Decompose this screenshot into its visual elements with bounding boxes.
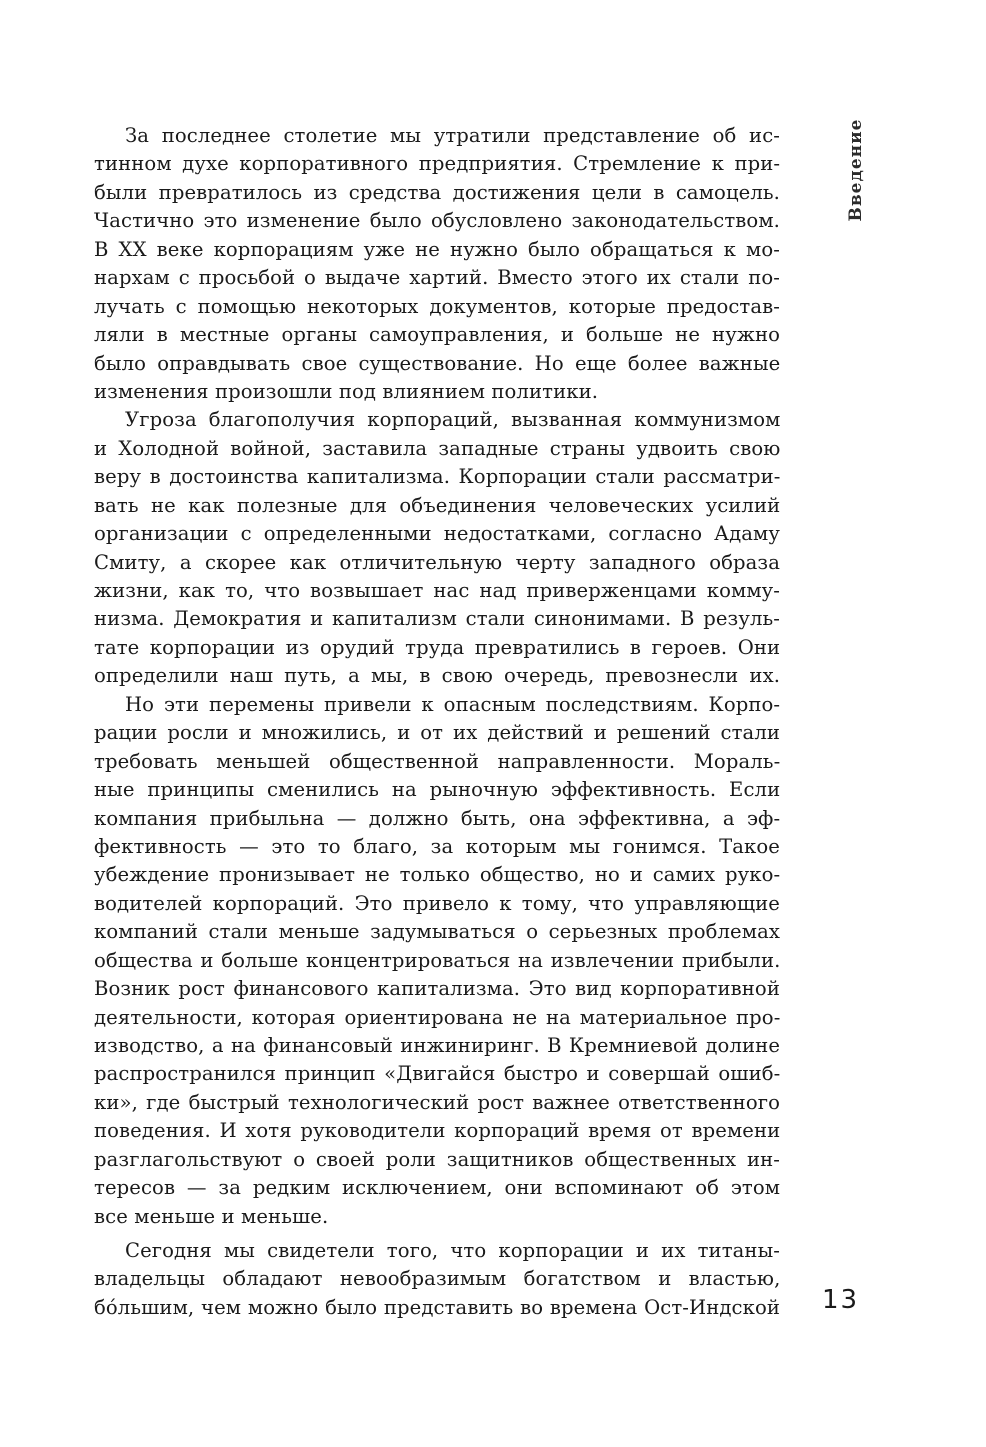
text-line: и Холодной войной, заставила западные страны удвоить свою xyxy=(94,436,781,460)
text-line: общества и больше концентрироваться на извлечении прибыли. xyxy=(94,948,781,972)
text-line: нархам с просьбой о выдаче хартий. Вместо этого их стали по- xyxy=(94,266,780,290)
text-line: вать не как полезные для объединения человеческих усилий xyxy=(94,493,781,517)
text-line: были превратилось из средства достижения цели в самоцель. xyxy=(94,180,780,204)
text-line: было оправдывать свое существование. Но еще более важные xyxy=(94,351,781,375)
text-line: определили наш путь, а мы, в свою очередь, превознесли их. xyxy=(94,664,781,688)
running-head-text: Введение xyxy=(846,118,866,222)
text-line: Смиту, а скорее как отличительную черту западного образа xyxy=(94,550,780,574)
text-line: деятельности, которая ориентирована не на материальное про- xyxy=(94,1005,781,1029)
text-line: низма. Демократия и капитализм стали синонимами. В резуль- xyxy=(94,607,780,631)
text-line: компания прибыльна — должно быть, она эффективна, а эф- xyxy=(94,806,781,830)
text-line: Частично это изменение было обусловлено законодательством. xyxy=(94,209,780,233)
text-line: требовать меньшей общественной направленности. Мораль- xyxy=(94,749,781,773)
text-line: тате корпорации из орудий труда превратились в героев. Они xyxy=(94,635,781,659)
text-line: жизни, как то, что возвышает нас над приверженцами комму- xyxy=(94,579,781,602)
text-line: разглагольствуют о своей роли защитников общественных ин- xyxy=(94,1147,780,1171)
text-line: Угроза благополучия корпораций, вызванная коммунизмом xyxy=(125,408,781,432)
text-line: фективность — это то благо, за которым мы гонимся. Такое xyxy=(94,834,780,858)
text-line: убеждение пронизывает не только общество, но и самих руко- xyxy=(94,863,781,887)
text-line: веру в достоинства капитализма. Корпорации стали рассматри- xyxy=(94,465,781,489)
text-line: распространился принцип «Двигайся быстро и совершай ошиб- xyxy=(94,1062,781,1086)
text-line: водителей корпораций. Это привело к тому, что управляющие xyxy=(94,891,780,915)
body-text-section xyxy=(94,1237,780,1322)
body-text-main xyxy=(94,122,780,1231)
text-line: Но эти перемены привели к опасным последствиям. Корпо- xyxy=(125,692,781,716)
text-line: все меньше и меньше. xyxy=(94,1204,329,1228)
text-line: бо́льшим, чем можно было представить во времена Ост-Индской xyxy=(94,1295,780,1319)
text-line: тинном духе корпоративного предприятия. Стремление к при- xyxy=(94,152,781,176)
text-line: ки», где быстрый технологический рост важнее ответственного xyxy=(94,1090,780,1114)
text-line: компаний стали меньше задумываться о серьезных проблемах xyxy=(94,920,780,944)
text-line: владельцы обладают невообразимым богатством и властью, xyxy=(94,1267,781,1291)
text-line: изводство, а на финансовый инжиниринг. В Кремниевой долине xyxy=(94,1034,781,1057)
text-line: поведения. И хотя руководители корпораций время от времени xyxy=(94,1119,781,1143)
text-line: Сегодня мы свидетели того, что корпорации и их титаны- xyxy=(125,1239,780,1262)
text-line: ные принципы сменились на рыночную эффективность. Если xyxy=(94,778,781,802)
text-line: изменения произошли под влиянием политики. xyxy=(94,379,599,403)
text-line: Возник рост финансового капитализма. Это вид корпоративной xyxy=(94,977,780,1001)
text-line: В XX веке корпорациям уже не нужно было обращаться к мо- xyxy=(94,237,780,261)
text-line: ляли в местные органы самоуправления, и больше не нужно xyxy=(94,323,780,347)
text-line: лучать с помощью некоторых документов, которые предостав- xyxy=(94,294,780,318)
running-head xyxy=(840,118,872,222)
text-line: За последнее столетие мы утратили представление об ис- xyxy=(125,124,780,147)
page-number: 13 xyxy=(822,1285,860,1315)
text-line: рации росли и множились, и от их действий и решений стали xyxy=(94,721,781,745)
text-line: организации с определенными недостатками, согласно Адаму xyxy=(94,522,780,546)
text-line: тересов — за редким исключением, они вспоминают об этом xyxy=(94,1176,781,1200)
